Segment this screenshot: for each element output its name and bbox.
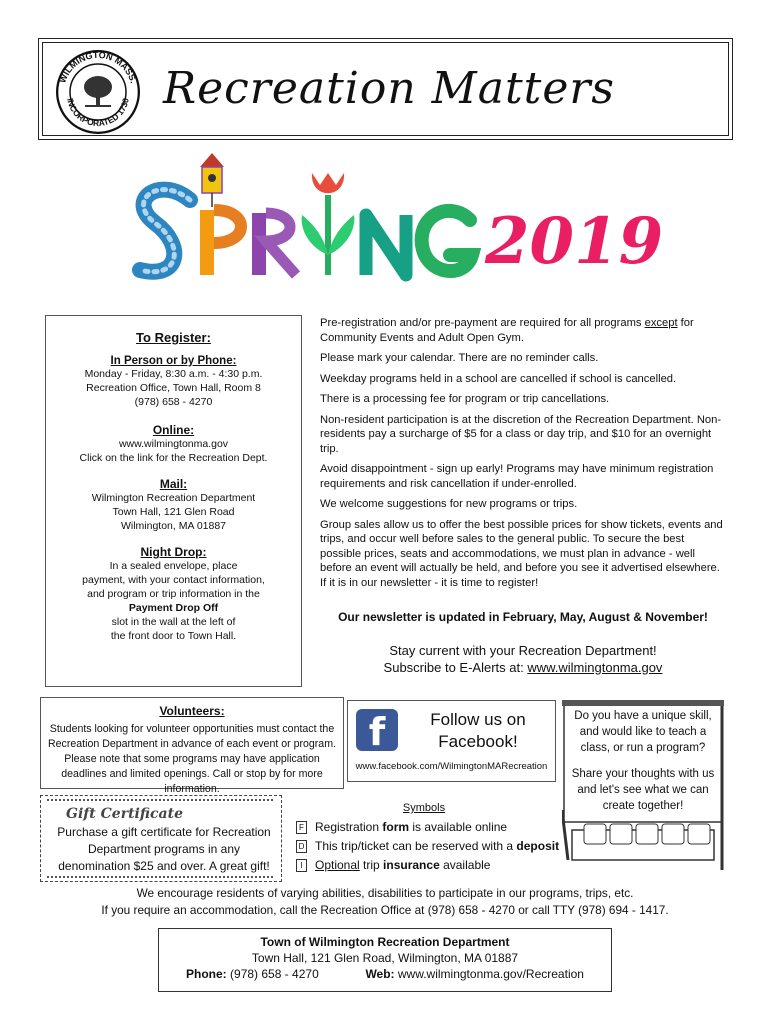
newsletter-schedule: Our newsletter is updated in February, May, August & November! bbox=[338, 610, 708, 624]
newsletter-title: Recreation Matters bbox=[163, 63, 615, 114]
night-line-5: the front door to Town Hall. bbox=[110, 630, 237, 642]
register-box bbox=[45, 315, 302, 687]
night-line-3: and program or trip information in the bbox=[87, 588, 260, 600]
rule-8: Group sales allow us to offer the best possible prices for show tickets, events and trips, and occur well before sales to the general public. To secure the best possible prices, seats and accommodations, we must plan in advance - well before an event will actually be held, and before you see it advertised elsewhere. If it is in our newsletter - it is time to register! bbox=[320, 518, 723, 589]
deposit-symbol-icon: D bbox=[296, 840, 307, 853]
in-person-line-2: Recreation Office, Town Hall, Room 8 bbox=[86, 382, 261, 394]
symbol-row-deposit: D This trip/ticket can be reserved with a deposit bbox=[296, 839, 559, 854]
online-heading: Online: bbox=[152, 423, 195, 437]
night-line-1: In a sealed envelope, place bbox=[109, 560, 238, 572]
in-person-heading: In Person or by Phone: bbox=[110, 355, 237, 367]
facebook-cta-line-2: Facebook! bbox=[438, 732, 518, 751]
ideas-text-1: Do you have a unique skill, and would like to teach a class, or run a program? bbox=[574, 710, 712, 754]
form-symbol-icon: F bbox=[296, 821, 307, 834]
footer-contact-box bbox=[158, 928, 612, 992]
night-bold: Payment Drop Off bbox=[128, 602, 219, 614]
banner-year: 2019 bbox=[485, 204, 664, 279]
volunteers-box bbox=[40, 697, 344, 795]
in-person-line-1: Monday - Friday, 8:30 a.m. - 4:30 p.m. bbox=[84, 368, 263, 380]
rule-4: There is a processing fee for program or trip cancellations. bbox=[320, 393, 610, 405]
rules-column bbox=[320, 316, 725, 596]
header-box bbox=[38, 38, 733, 140]
in-person-line-3: (978) 658 - 4270 bbox=[134, 396, 213, 408]
night-line-2: payment, with your contact information, bbox=[82, 574, 265, 586]
symbol-row-insurance: I Optional trip insurance available bbox=[296, 858, 490, 873]
rule-7: We welcome suggestions for new programs or trips. bbox=[320, 498, 578, 510]
symbols-legend bbox=[293, 796, 560, 876]
birdhouse-icon bbox=[200, 153, 224, 207]
svg-text:WILMINGTON MASS.: WILMINGTON MASS. bbox=[57, 49, 139, 85]
insurance-symbol-icon: I bbox=[296, 859, 307, 872]
header-inner-border bbox=[42, 42, 729, 136]
facebook-url[interactable]: www.facebook.com/WilmingtonMARecreation bbox=[355, 761, 548, 772]
mail-line-2: Town Hall, 121 Glen Road bbox=[112, 506, 235, 518]
accessibility-line-1: We encourage residents of varying abilities, disabilities to participate in our programs, trips, etc. bbox=[136, 886, 634, 900]
town-seal-icon bbox=[55, 49, 141, 135]
ideas-text-2: Share your thoughts with us and let's see what we can create together! bbox=[571, 768, 715, 812]
symbols-title: Symbols bbox=[402, 802, 446, 814]
symbol-row-form: F Registration form is available online bbox=[296, 820, 507, 835]
rule-5: Non-resident participation is at the discretion of the Recreation Department. Non-residents pay a surcharge of $5 for a class or day trip, and $10 for an overnight trip. bbox=[320, 413, 722, 455]
footer-title: Town of Wilmington Recreation Department bbox=[260, 935, 510, 949]
ideas-box bbox=[562, 700, 724, 878]
footer-web-link[interactable]: www.wilmingtonma.gov/Recreation bbox=[394, 967, 584, 981]
rule-1: Pre-registration and/or pre-payment are required for all programs except for Community Events and Adult Open Gym. bbox=[320, 317, 694, 344]
night-drop-heading: Night Drop: bbox=[140, 545, 207, 559]
rule-3: Weekday programs held in a school are cancelled if school is cancelled. bbox=[320, 372, 677, 385]
facebook-box[interactable] bbox=[347, 700, 556, 782]
footer-address: Town Hall, 121 Glen Road, Wilmington, MA 01887 bbox=[251, 951, 519, 965]
mail-heading: Mail: bbox=[159, 477, 188, 491]
subscribe-line: Subscribe to E-Alerts at: www.wilmingtonma.gov bbox=[383, 660, 663, 675]
footer-contact-line: Phone: (978) 658 - 4270 Web: www.wilmingtonma.gov/Recreation bbox=[186, 967, 584, 981]
mail-line-3: Wilmington, MA 01887 bbox=[120, 520, 227, 532]
stay-current-line: Stay current with your Recreation Department! bbox=[389, 643, 657, 658]
svg-text:INCORPORATED 1730: INCORPORATED 1730 bbox=[65, 97, 131, 129]
tulip-icon bbox=[302, 173, 355, 275]
facebook-cta bbox=[408, 709, 548, 753]
footer-phone: (978) 658 - 4270 bbox=[226, 967, 319, 981]
volunteers-title: Volunteers: bbox=[159, 704, 225, 718]
volunteers-text: Students looking for volunteer opportunities must contact the Recreation Department in advance of each event or program. Please note that some programs may have application deadlines and limited openings. Call or stop by for more information. bbox=[48, 723, 336, 795]
night-line-4: slot in the wall at the left of bbox=[111, 616, 236, 628]
facebook-cta-line-1: Follow us on bbox=[430, 710, 526, 729]
facebook-icon[interactable]: f bbox=[356, 709, 398, 751]
rule-2: Please mark your calendar. There are no reminder calls. bbox=[320, 352, 599, 364]
e-alerts-block bbox=[318, 642, 728, 676]
spring-banner bbox=[130, 145, 690, 285]
accessibility-line-2: If you require an accommodation, call the Recreation Office at (978) 658 - 4270 or call TTY (978) 694 - 1417. bbox=[101, 903, 669, 917]
gift-text: Purchase a gift certificate for Recreation Department programs in any denomination $25 and over. A great gift! bbox=[57, 825, 271, 873]
online-line-1[interactable]: www.wilmingtonma.gov bbox=[118, 438, 229, 450]
accessibility-note bbox=[30, 885, 740, 919]
rule-6: Avoid disappointment - sign up early! Programs may have minimum registration requirements and risk cancellation if under-enrolled. bbox=[320, 463, 714, 490]
gift-title: Gift Certificate bbox=[66, 806, 183, 822]
gift-certificate-box bbox=[40, 795, 282, 882]
e-alerts-link[interactable]: www.wilmingtonma.gov bbox=[527, 660, 663, 675]
online-line-2: Click on the link for the Recreation Dept. bbox=[79, 452, 268, 464]
mail-line-1: Wilmington Recreation Department bbox=[91, 492, 256, 504]
register-title: To Register: bbox=[136, 330, 211, 345]
